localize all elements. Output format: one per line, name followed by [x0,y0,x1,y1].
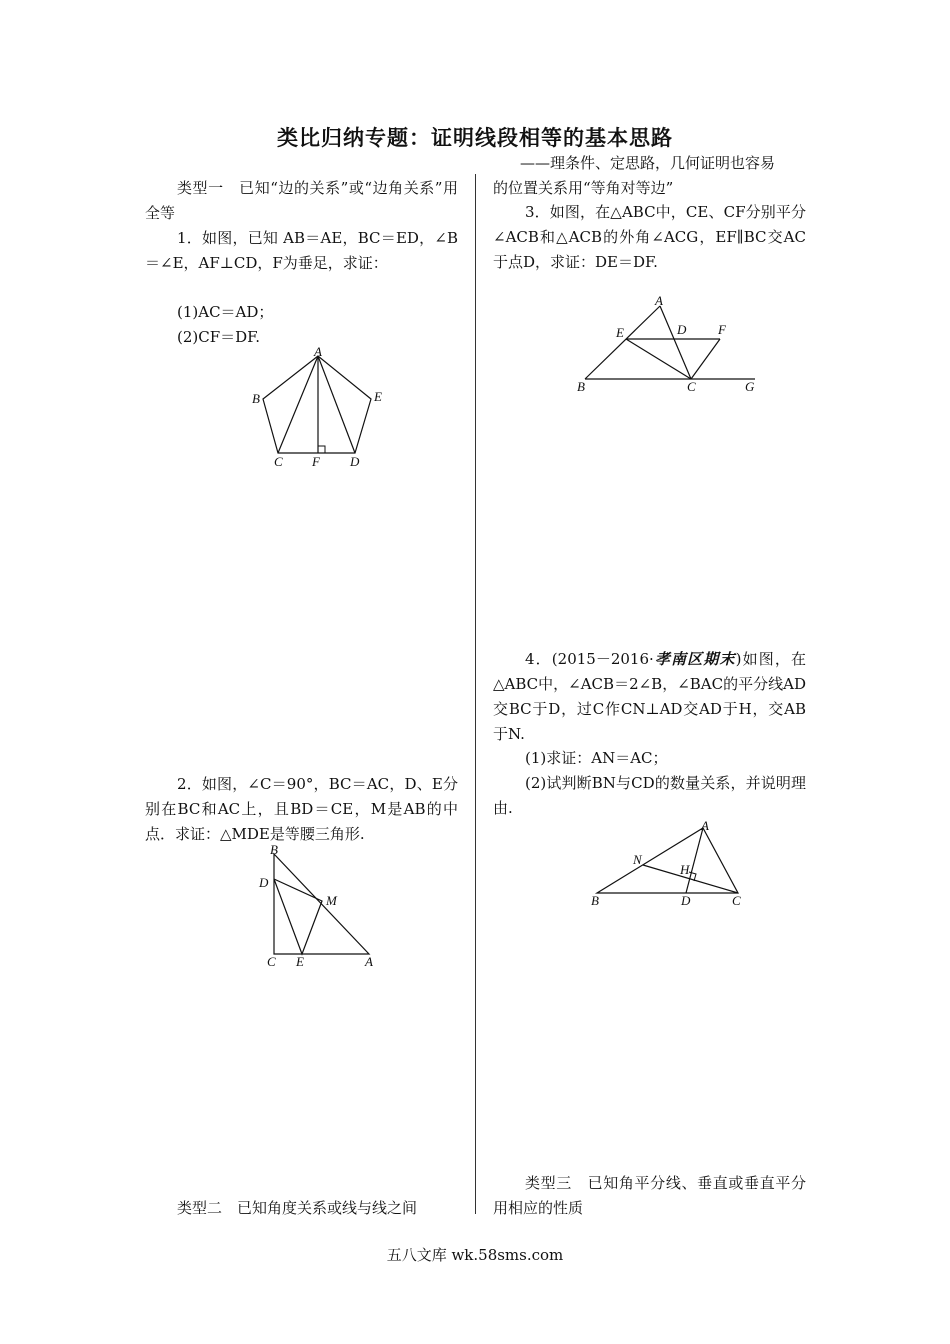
column-divider [475,174,476,1214]
label-a: A [314,344,322,359]
type2-heading: 类型二 已知角度关系或线与线之间 [177,1199,418,1217]
label-c: C [267,954,276,969]
page-title: 类比归纳专题：证明线段相等的基本思路 [277,126,673,150]
figure-right-triangle [255,840,385,975]
triangle-mde [274,879,322,954]
label-f: F [312,454,320,469]
label-e: E [296,954,304,969]
label-b: B [252,391,260,406]
label-c: C [732,893,741,908]
label-m: M [326,893,337,908]
figure-pentagon [245,342,395,472]
segment-ce [626,339,691,379]
label-n: N [633,852,642,867]
label-b: B [577,379,585,394]
triangle-abc [597,828,738,893]
segment-ac [660,306,691,379]
problem4-part2: (2)试判断BN与CD的数量关系，并说明理由. [493,774,806,817]
pentagon-outline [263,356,371,453]
label-d: D [259,875,269,890]
page-subtitle: ——理条件、定思路，几何证明也容易 [520,154,776,172]
problem3-text: 3．如图，在△ABC中，CE、CF分别平分∠ACB和△ACB的外角∠ACG，EF∥BC交AC于点D，求证：DE＝DF. [493,203,806,271]
segment-ad [686,828,703,893]
problem4-part1: (1)求证：AN＝AC； [525,749,668,767]
label-f: F [718,322,726,337]
problem1-text: 1．如图，已知 AB＝AE，BC＝ED，∠B＝∠E，AF⊥CD，F为垂足，求证： [145,229,458,272]
type1-heading: 类型一 已知“边的关系”或“边角关系”用全等 [145,179,458,222]
label-b: B [270,842,278,857]
label-b: B [591,893,599,908]
label-a: A [365,954,373,969]
type3-heading: 类型三 已知角平分线、垂直或垂直平分用相应的性质 [493,1174,806,1217]
right-angle-mark [318,446,325,453]
problem1-part1: (1)AC＝AD； [177,303,274,321]
label-d: D [350,454,360,469]
label-h: H [680,862,690,877]
type2-heading-continued: 的位置关系用“等角对等边” [493,179,674,197]
figure-triangle-bisector [585,815,755,910]
segment-ab [585,306,660,379]
segment-cf [691,339,720,379]
label-d: D [681,893,691,908]
footer-watermark: 五八文库 wk.58sms.com [386,1246,564,1264]
figure-parallel-lines [570,292,765,397]
label-c: C [274,454,283,469]
segment-cn [643,865,738,893]
problem4-text [493,647,806,747]
segment-ac [278,356,318,453]
problem1-part2: (2)CF＝DF. [177,328,260,346]
label-a: A [701,818,709,833]
problem4-prefix: 4．(2015－2016· [525,650,654,668]
label-e: E [616,325,624,340]
problem4-suffix: )如图，在△ABC中，∠ACB＝2∠B，∠BAC的平分线AD交BC于D，过C作CN⊥AD交AD于H，交AB于N. [493,650,806,743]
label-a: A [655,293,663,308]
label-g: G [745,379,755,394]
label-e: E [374,389,382,404]
problem2-text: 2．如图，∠C＝90°，BC＝AC，D、E分别在BC和AC上，且BD＝CE，M是AB的中点．求证：△MDE是等腰三角形. [145,775,458,843]
problem4-source: 孝南区期末 [653,650,736,668]
label-d: D [677,322,687,337]
label-c: C [687,379,696,394]
